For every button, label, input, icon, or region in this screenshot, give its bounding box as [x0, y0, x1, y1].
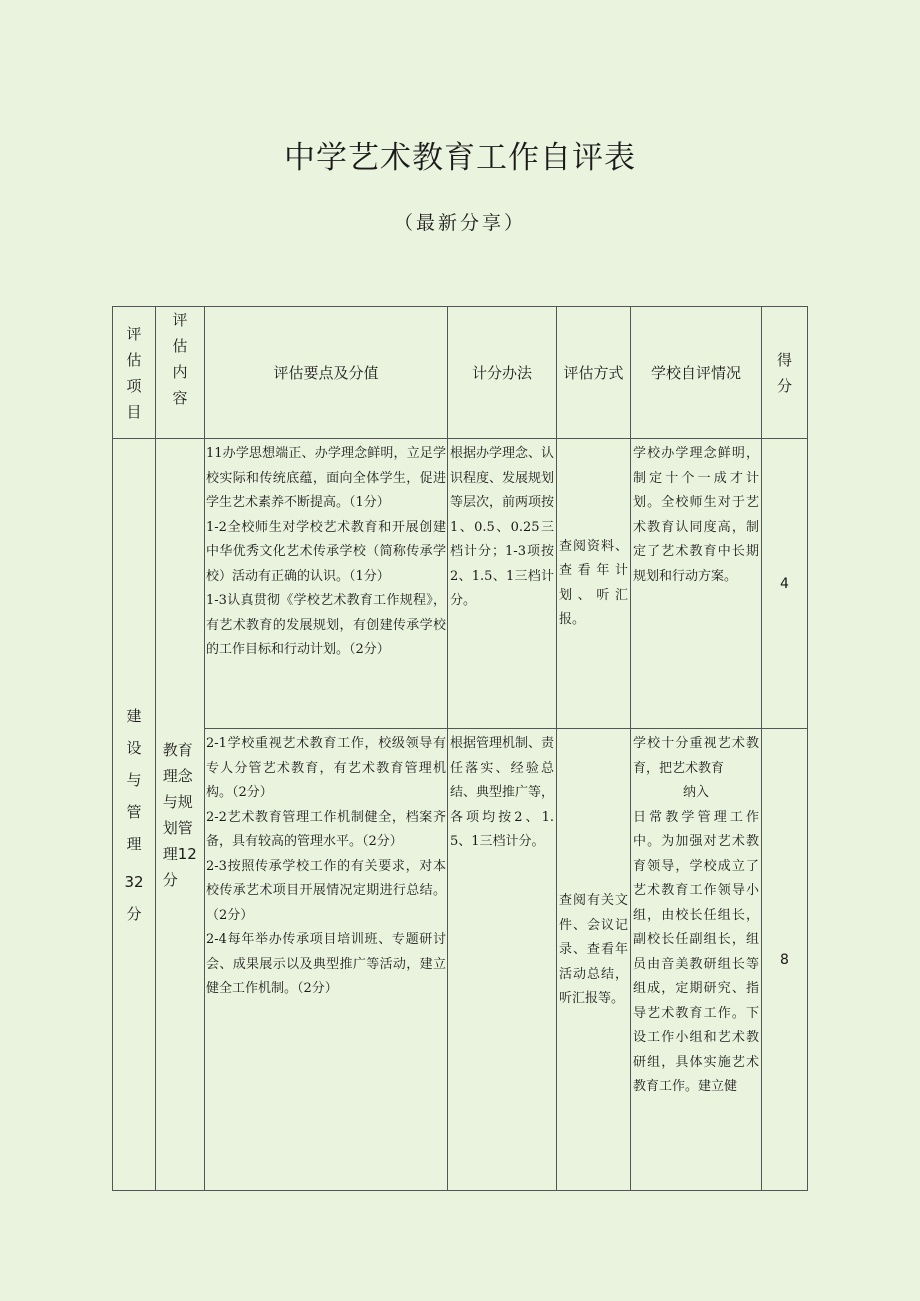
method-cell: 查阅资料、查看年计划、听汇报。 [557, 439, 631, 729]
method-cell: 查阅有关文件、会议记录、查看年活动总结，听汇报等。 [557, 729, 631, 1191]
content-name: 教育理念与规划管理12分 [162, 740, 197, 889]
evaluation-table [112, 306, 808, 1191]
self-eval-rest: 日常教学管理工作中。为加强对艺术教育领导，学校成立了艺术教育工作领导小组，由校长任组长，副校长任副组长，组员由音美教研组长等组成，定期研究、指导艺术教育工作。下设工作小组和艺术教研组，具体实施艺术教育工作。建立健 [633, 809, 759, 1094]
self-eval-cell [631, 729, 762, 1191]
header-method: 评估方式 [557, 307, 631, 439]
points-cell [205, 729, 448, 1191]
point-item: 1-3认真贯彻《学校艺术教育工作规程》，有艺术教育的发展规划，有创建传承学校的工作目标和行动计划。（2分） [206, 593, 446, 657]
content-cell [156, 439, 205, 1191]
point-item: 2-1学校重视艺术教育工作，校级领导有专人分管艺术教育，有艺术教育管理机构。（2分） [206, 736, 446, 800]
point-item: 1-2全校师生对学校艺术教育和开展创建中华优秀文化艺术传承学校（简称传承学校）活动有正确的认识。（1分） [206, 519, 446, 584]
header-self-eval: 学校自评情况 [631, 307, 762, 439]
header-item: 评估项目 [113, 307, 156, 439]
header-score: 得分 [762, 307, 808, 439]
score-cell: 4 [762, 439, 808, 729]
item-cell [113, 439, 156, 1191]
header-scoring: 计分办法 [448, 307, 557, 439]
header-row [113, 307, 808, 439]
item-points: 32分 [124, 872, 144, 923]
point-item: 2-4每年举办传承项目培训班、专题研讨会、成果展示以及典型推广等活动，建立健全工作机制。（2分） [206, 932, 446, 996]
table-row [113, 439, 808, 729]
point-item: 2-3按照传承学校工作的有关要求，对本校传承艺术项目开展情况定期进行总结。（2分） [206, 858, 446, 923]
page-subtitle: （最新分享） [393, 212, 526, 234]
table-row [113, 729, 808, 1191]
scoring-cell: 根据办学理念、认识程度、发展规划等层次，前两项按1、0.5、0.25三档计分；1-3项按2、1.5、1三档计分。 [448, 439, 557, 729]
point-item: 2-2艺术教育管理工作机制健全，档案齐备，具有较高的管理水平。（2分） [206, 809, 446, 849]
scoring-cell: 根据管理机制、责任落实、经验总结、典型推广等，各项均按2、1.5、1三档计分。 [448, 729, 557, 1191]
page-title: 中学艺术教育工作自评表 [284, 140, 636, 176]
score-cell: 8 [762, 729, 808, 1191]
point-item: 11办学思想端正、办学理念鲜明，立足学校实际和传统底蕴，面向全体学生，促进学生艺术素养不断提高。（1分） [206, 446, 446, 510]
header-points: 评估要点及分值 [205, 307, 448, 439]
header-content: 评估内容 [156, 307, 205, 439]
self-eval-center: 纳入 [682, 785, 709, 800]
points-cell [205, 439, 448, 729]
self-eval-lead: 学校十分重视艺术教育，把艺术教育 [633, 736, 759, 776]
self-eval-cell: 学校办学理念鲜明，制定十个一成才计划。全校师生对于艺术教育认同度高，制定了艺术教育中长期规划和行动方案。 [631, 439, 762, 729]
item-name: 建设与管理 [126, 706, 142, 853]
